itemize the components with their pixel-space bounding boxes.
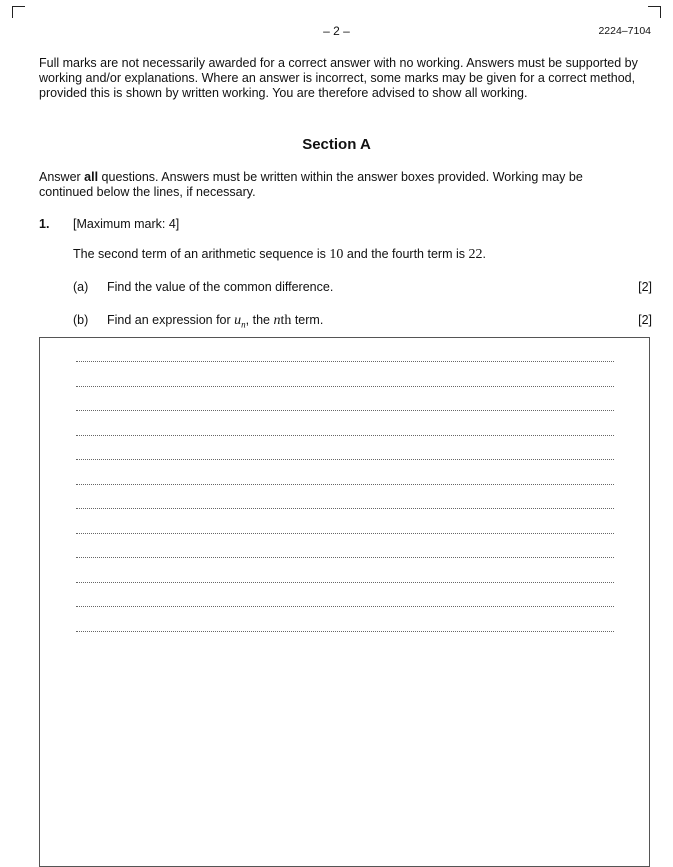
u-variable: u (234, 313, 242, 328)
part-b-text-1: Find an expression for (107, 313, 235, 327)
second-term-value: 10 (329, 247, 344, 262)
answer-line[interactable] (76, 557, 614, 558)
stem-text-3: . (482, 247, 486, 261)
page-number: – 2 – (323, 24, 350, 38)
stem-text-2: and the fourth term is (343, 247, 469, 261)
stem-text-1: The second term of an arithmetic sequence is (73, 247, 330, 261)
question-number: 1. (39, 217, 50, 231)
part-b-label: (b) (73, 313, 89, 327)
th-suffix: th (280, 313, 292, 328)
answer-line[interactable] (76, 631, 614, 632)
answer-line[interactable] (76, 508, 614, 509)
section-instructions (39, 170, 639, 200)
instructions-text-end: questions. Answers must be written within the answer boxes provided. Working may be continued below the lines, if necessary. (39, 170, 583, 199)
fourth-term-value: 22 (468, 247, 483, 262)
part-a-label: (a) (73, 280, 89, 294)
n-variable: n (273, 313, 281, 328)
answer-line[interactable] (76, 459, 614, 460)
part-b-text-3: term. (291, 313, 324, 327)
part-a-marks: [2] (638, 280, 652, 294)
answer-line[interactable] (76, 582, 614, 583)
answer-line[interactable] (76, 484, 614, 485)
answer-line[interactable] (76, 386, 614, 387)
instructions-bold-all: all (84, 170, 99, 184)
part-b-text-2: , the (245, 313, 274, 327)
corner-mark-left (12, 6, 25, 18)
part-a-text: Find the value of the common difference. (107, 280, 334, 294)
n-subscript: n (241, 319, 246, 330)
question-stem (73, 247, 486, 263)
part-b-marks: [2] (638, 313, 652, 327)
answer-line[interactable] (76, 410, 614, 411)
answer-line[interactable] (76, 606, 614, 607)
instructions-text-start: Answer (39, 170, 85, 184)
paper-code: 2224–7104 (598, 25, 651, 37)
section-heading: Section A (302, 136, 371, 153)
intro-paragraph: Full marks are not necessarily awarded for a correct answer with no working. Answers must be supported by working and/or explanations. Where an answer is incorrect, some marks may be given for a correct method, provided this is shown by written working. You are therefore advised to show all working. (39, 56, 638, 100)
answer-line[interactable] (76, 361, 614, 362)
answer-line[interactable] (76, 435, 614, 436)
answer-line[interactable] (76, 533, 614, 534)
part-b-text (107, 313, 323, 330)
corner-mark-right (648, 6, 661, 18)
answer-box[interactable] (39, 337, 650, 867)
question-maximum-mark: [Maximum mark: 4] (73, 217, 180, 231)
